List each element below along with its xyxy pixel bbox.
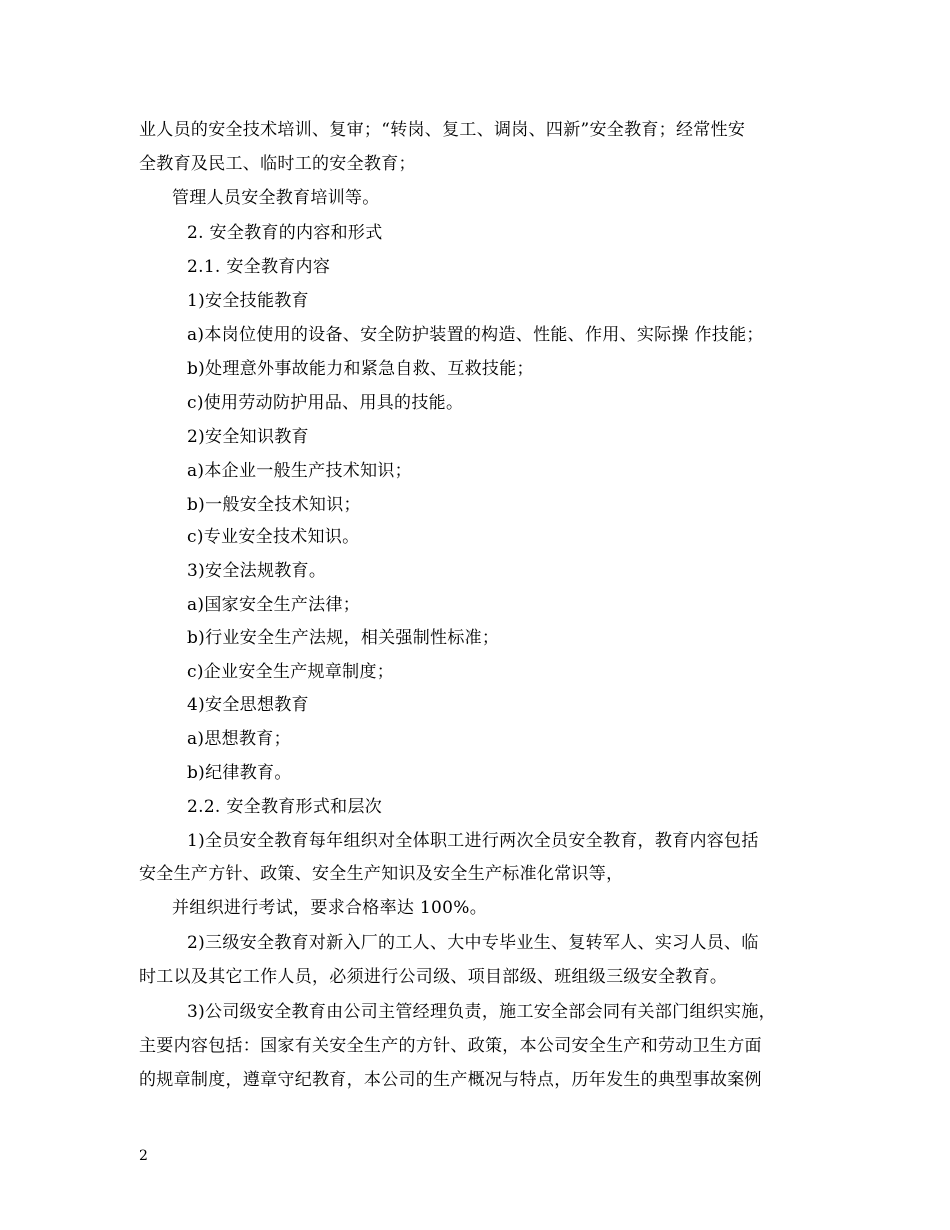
page-number: 2 <box>139 1148 148 1164</box>
text-line: 主要内容包括：国家有关安全生产的方针、政策，本公司安全生产和劳动卫生方面 <box>139 1036 762 1056</box>
subsection-heading: 2.2. 安全教育形式和层次 <box>187 797 383 817</box>
subsection-heading: 2.1. 安全教育内容 <box>187 257 331 277</box>
text-line: 安全生产方针、政策、安全生产知识及安全生产标准化常识等， <box>139 864 624 884</box>
list-item: 2)安全知识教育 <box>187 427 309 447</box>
list-item: a)思想教育； <box>187 729 291 749</box>
list-item: c)企业安全生产规章制度； <box>187 662 395 682</box>
text-line: 管理人员安全教育培训等。 <box>172 188 380 208</box>
text-line: 时工以及其它工作人员，必须进行公司级、项目部级、班组级三级安全教育。 <box>139 967 728 987</box>
list-item: c)使用劳动防护用品、用具的技能。 <box>187 393 464 413</box>
list-item: 1)安全技能教育 <box>187 291 309 311</box>
list-item: 4)安全思想教育 <box>187 695 309 715</box>
text-line: 的规章制度，遵章守纪教育，本公司的生产概况与特点，历年发生的典型事故案例 <box>139 1070 762 1090</box>
text-line: 业人员的安全技术培训、复审；“转岗、复工、调岗、四新”安全教育；经常性安 <box>139 120 746 140</box>
text-line: 2)三级安全教育对新入厂的工人、大中专毕业生、复转军人、实习人员、临 <box>187 933 759 953</box>
list-item: b)处理意外事故能力和紧急自救、互救技能； <box>187 359 534 379</box>
section-heading: 2. 安全教育的内容和形式 <box>187 223 383 243</box>
text-line: 3)公司级安全教育由公司主管经理负责，施工安全部会同有关部门组织实施， <box>187 1002 776 1022</box>
list-item: c)专业安全技术知识。 <box>187 527 360 547</box>
list-item: a)本岗位使用的设备、安全防护装置的构造、性能、作用、实际操 作技能； <box>187 325 764 345</box>
list-item: 3)安全法规教育。 <box>187 561 327 581</box>
list-item: a)国家安全生产法律； <box>187 595 361 615</box>
text-line: 1)全员安全教育每年组织对全体职工进行两次全员安全教育，教育内容包括 <box>187 831 759 851</box>
list-item: b)纪律教育。 <box>187 763 292 783</box>
list-item: b)行业安全生产法规，相关强制性标准； <box>187 628 500 648</box>
text-line: 全教育及民工、临时工的安全教育； <box>139 154 416 174</box>
text-line: 并组织进行考试，要求合格率达 100%。 <box>172 898 488 918</box>
list-item: b)一般安全技术知识； <box>187 495 361 515</box>
list-item: a)本企业一般生产技术知识； <box>187 461 412 481</box>
